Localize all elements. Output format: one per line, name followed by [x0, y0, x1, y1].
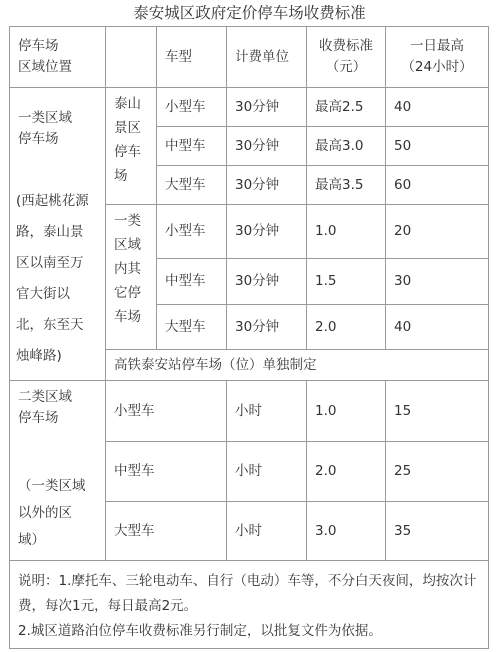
z2-row2-unit: 小时: [226, 441, 307, 502]
z1s1-row1-max: 40: [385, 87, 489, 127]
z1s2-row2-type: 中型车: [156, 258, 227, 305]
z2-row1-unit: 小时: [226, 380, 307, 442]
zone1-sub1-label: 泰山 景区 停车 场: [105, 87, 157, 205]
header-rate-standard: 收费标准 （元）: [306, 26, 386, 88]
header-vehicle-type: 车型: [156, 26, 227, 88]
z1s2-row1-max: 20: [385, 204, 489, 259]
z1s2-row1-type: 小型车: [156, 204, 227, 259]
header-area-position: 停车场 区域位置: [9, 26, 106, 88]
z2-row2-type: 中型车: [105, 441, 227, 502]
z1s2-row2-max: 30: [385, 258, 489, 305]
zone2-label: 二类区域 停车场: [18, 389, 72, 426]
header-billing-unit: 计费单位: [226, 26, 307, 88]
z1s2-row3-rate: 2.0: [306, 304, 386, 350]
z2-row1-rate: 1.0: [306, 380, 386, 442]
z1s1-row3-type: 大型车: [156, 165, 227, 205]
z1s2-row3-max: 40: [385, 304, 489, 350]
zone2-label-cell: [9, 380, 106, 561]
z1s1-row1-type: 小型车: [156, 87, 227, 127]
z1s2-row3-type: 大型车: [156, 304, 227, 350]
z1s2-row1-rate: 1.0: [306, 204, 386, 259]
z1s2-row2-unit: 30分钟: [226, 258, 307, 305]
z2-row1-max: 15: [385, 380, 489, 442]
notes-cell: [9, 560, 489, 649]
header-subarea-blank: [105, 26, 157, 88]
note-line-2: 2.城区道路泊位停车收费标准另行制定，以批复文件为依据。: [18, 623, 382, 639]
z2-row2-rate: 2.0: [306, 441, 386, 502]
z1s1-row2-max: 50: [385, 126, 489, 166]
z2-row3-max: 35: [385, 501, 489, 561]
note-line-1: 说明：1.摩托车、三轮电动车、自行（电动）车等，不分白天夜间，均按次计费，每次1元，每日最高2元。: [18, 573, 477, 614]
zone1-description: (西起桃花源 路，泰山景 区以南至万 官大街以 北，东至天 烛峰路): [16, 193, 89, 364]
railway-station-note: 高铁泰安站停车场（位）单独制定: [105, 349, 489, 381]
z2-row2-max: 25: [385, 441, 489, 502]
zone1-sub2-label: 一类 区域 内其 它停 车场: [105, 204, 157, 350]
zone1-label-cell: [9, 87, 106, 381]
z1s1-row3-rate: 最高3.5: [306, 165, 386, 205]
z1s1-row1-rate: 最高2.5: [306, 87, 386, 127]
page-title: 泰安城区政府定价停车场收费标准: [133, 4, 366, 22]
zone1-label: 一类区域 停车场: [18, 110, 72, 147]
z1s1-row2-type: 中型车: [156, 126, 227, 166]
zone2-description: （一类区域 以外的区 域）: [18, 478, 86, 548]
z2-row3-type: 大型车: [105, 501, 227, 561]
z1s2-row2-rate: 1.5: [306, 258, 386, 305]
header-daily-max: 一日最高 （24小时）: [385, 26, 489, 88]
z1s1-row3-unit: 30分钟: [226, 165, 307, 205]
z1s2-row3-unit: 30分钟: [226, 304, 307, 350]
z1s1-row3-max: 60: [385, 165, 489, 205]
z1s2-row1-unit: 30分钟: [226, 204, 307, 259]
z1s1-row2-rate: 最高3.0: [306, 126, 386, 166]
z2-row1-type: 小型车: [105, 380, 227, 442]
z1s1-row2-unit: 30分钟: [226, 126, 307, 166]
z2-row3-unit: 小时: [226, 501, 307, 561]
z2-row3-rate: 3.0: [306, 501, 386, 561]
z1s1-row1-unit: 30分钟: [226, 87, 307, 127]
